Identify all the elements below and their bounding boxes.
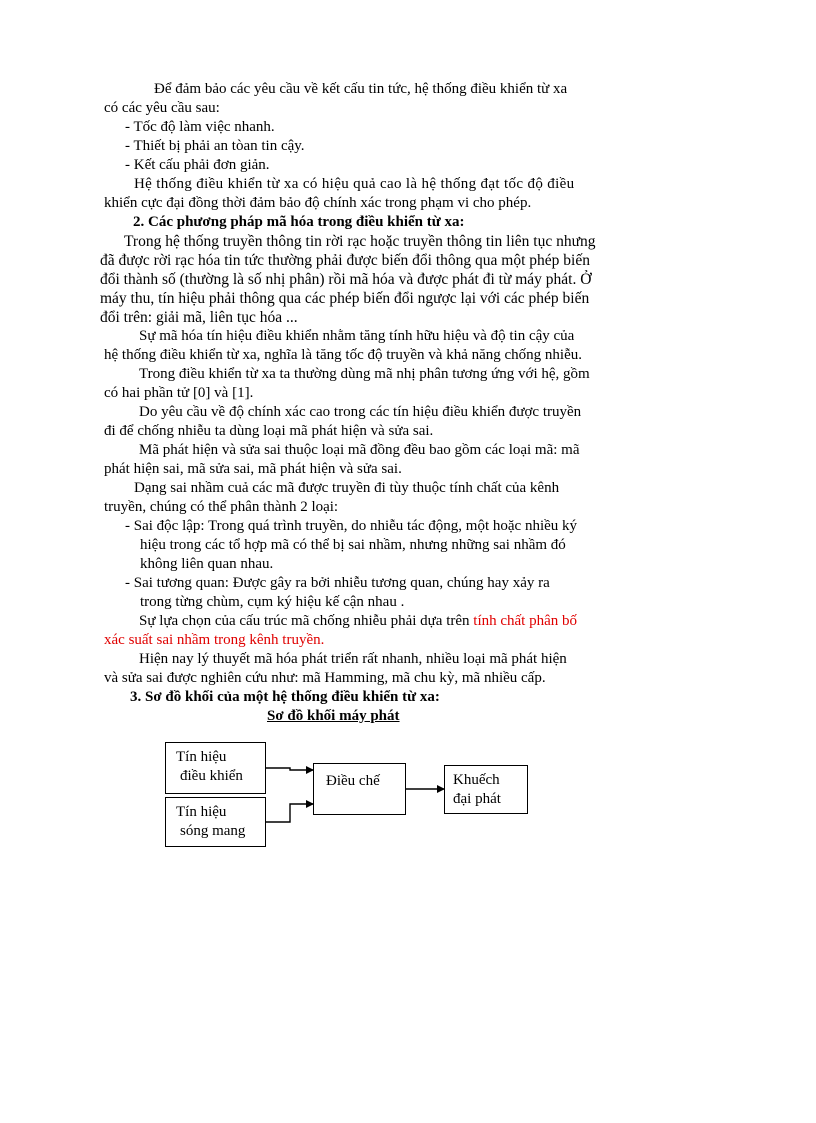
p6-line-2: đi để chống nhiễu ta dùng loại mã phát hiện và sửa sai. <box>104 423 434 439</box>
box-carrier-signal-l2: sóng mang <box>180 823 246 839</box>
p2-line-2: khiển cực đại đồng thời đảm bảo độ chính xác trong phạm vi cho phép. <box>104 195 532 211</box>
box-control-signal-l2: điều khiển <box>180 768 243 784</box>
p9-line-2: hiệu trong các tổ hợp mã có thể bị sai nhầm, nhưng những sai nhầm đó <box>140 537 566 553</box>
p3-line-5: đổi trên: giải mã, liên tục hóa ... <box>100 309 298 326</box>
p12-line-2: và sửa sai được nghiên cứu như: mã Hamming, mã chu kỳ, mã nhiều cấp. <box>104 670 546 686</box>
box-modulator-label: Điều chế <box>326 773 380 789</box>
p7-line-1: Mã phát hiện và sửa sai thuộc loại mã đồng đều bao gồm các loại mã: mã <box>139 442 580 458</box>
p2-line-1: Hệ thống điều khiển từ xa có hiệu quả cao là hệ thống đạt tốc độ điều <box>134 176 575 192</box>
heading-section-2: 2. Các phương pháp mã hóa trong điều khiển từ xa: <box>133 214 465 230</box>
arrow-carrier-to-modulator <box>266 804 313 822</box>
p7-line-2: phát hiện sai, mã sửa sai, mã phát hiện và sửa sai. <box>104 461 402 477</box>
box-amplifier-l1: Khuếch <box>453 772 500 788</box>
p4-line-1: Sự mã hóa tín hiệu điều khiển nhằm tăng tính hữu hiệu và độ tin cậy của <box>139 328 575 344</box>
p11-text: Sự lựa chọn của cấu trúc mã chống nhiễu phải dựa trên <box>139 613 474 629</box>
p3-line-2: đã được rời rạc hóa tin tức thường phải được biến đổi thông qua một phép biến <box>100 252 590 269</box>
p1-line-2: có các yêu cầu sau: <box>104 100 220 116</box>
arrow-control-to-modulator <box>266 768 313 770</box>
p6-line-1: Do yêu cầu về độ chính xác cao trong các tín hiệu điều khiển được truyền <box>139 404 582 420</box>
bullet-simple: - Kết cấu phải đơn giản. <box>125 157 270 173</box>
box-modulator <box>313 763 406 815</box>
p8-line-1: Dạng sai nhầm cuả các mã được truyền đi tùy thuộc tính chất của kênh <box>134 480 560 496</box>
p11-highlight-1: tính chất phân bố <box>473 613 578 629</box>
p5-line-2: có hai phần tử [0] và [1]. <box>104 385 254 401</box>
p3-line-3: đổi thành số (thường là số nhị phân) rồi mã hóa và được phát đi từ máy phát. Ở <box>100 271 592 288</box>
p12-line-1: Hiện nay lý thuyết mã hóa phát triển rất nhanh, nhiều loại mã phát hiện <box>139 651 567 667</box>
p4-line-2: hệ thống điều khiển từ xa, nghĩa là tăng tốc độ truyền và khả năng chống nhiễu. <box>104 347 583 363</box>
p9-line-1: - Sai độc lập: Trong quá trình truyền, do nhiễu tác động, một hoặc nhiều ký <box>125 518 578 534</box>
p3-line-4: máy thu, tín hiệu phải thông qua các phép biến đổi ngược lại với các phép biến <box>100 290 590 307</box>
p8-line-2: truyền, chúng có thể phân thành 2 loại: <box>104 499 339 515</box>
bullet-speed: - Tốc độ làm việc nhanh. <box>125 119 275 135</box>
p5-line-1: Trong điều khiển từ xa ta thường dùng mã nhị phân tương ứng với hệ, gồm <box>139 366 590 382</box>
box-carrier-signal <box>165 797 266 847</box>
box-amplifier <box>444 765 528 814</box>
heading-section-3: 3. Sơ đồ khối của một hệ thống điều khiển từ xa: <box>130 689 440 705</box>
box-amplifier-l2: đại phát <box>453 791 501 807</box>
p10-line-1: - Sai tương quan: Được gây ra bởi nhiễu tương quan, chúng hay xảy ra <box>125 575 550 591</box>
box-control-signal <box>165 742 266 794</box>
diagram-title: Sơ đồ khối máy phát <box>267 708 400 724</box>
p9-line-3: không liên quan nhau. <box>140 556 274 572</box>
p3-line-1: Trong hệ thống truyền thông tin rời rạc hoặc truyền thông tin liên tục nhưng <box>124 233 596 250</box>
p1-line-1: Để đảm bảo các yêu cầu về kết cấu tin tức, hệ thống điều khiển từ xa <box>154 81 568 97</box>
p10-line-2: trong từng chùm, cụm ký hiệu kế cận nhau . <box>140 594 405 610</box>
box-control-signal-l1: Tín hiệu <box>176 749 227 765</box>
bullet-safety: - Thiết bị phải an tòan tin cậy. <box>125 138 305 154</box>
p11-highlight-2: xác suất sai nhầm trong kênh truyền. <box>104 632 325 648</box>
box-carrier-signal-l1: Tín hiệu <box>176 804 227 820</box>
